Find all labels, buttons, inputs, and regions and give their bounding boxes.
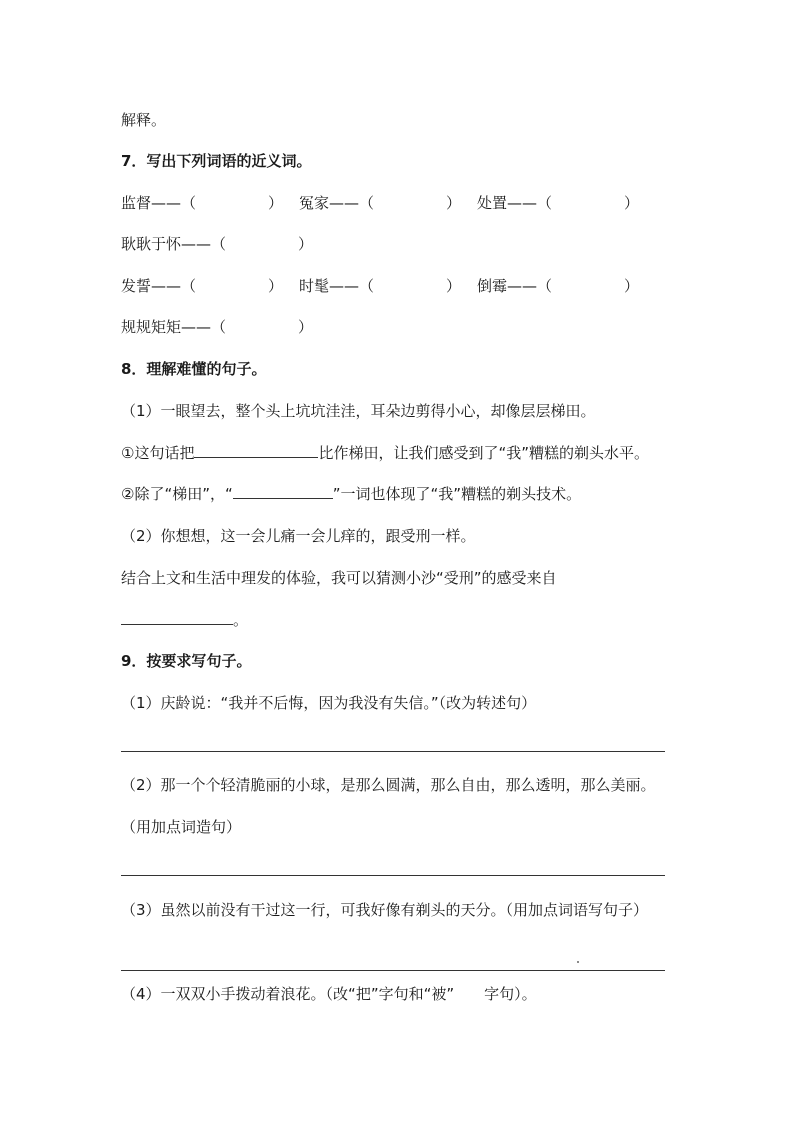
q8-sentence-1: （1）一眼望去，整个头上坑坑洼洼，耳朵边剪得小心，却像层层梯田。 [121,402,596,420]
q7-word: 倒霉 [477,277,508,295]
q8-text: ①这句话把 [121,444,195,462]
q7-close-paren: ） [268,194,284,212]
q7-item [121,193,283,213]
q7-open-paren: （ [359,277,375,295]
q7-close-paren: ） [298,235,314,253]
q7-close-paren: ） [268,277,284,295]
q7-title: 7．写出下列词语的近义词。 [121,152,312,170]
q7-word: 发誓 [121,277,152,295]
q7-open-paren: （ [537,194,553,212]
q7-close-paren: ） [446,194,462,212]
q8-text: ②除了“梯田”，“ [121,485,233,503]
q8-sentence-2: （2）你想想，这一会儿痛一会儿痒的，跟受刑一样。 [121,527,476,545]
q7-close-paren: ） [298,318,314,336]
q7-open-paren: （ [537,277,553,295]
q9-text: （4）一双双小手拨动着浪花。（改“把”字句和“被” [121,985,455,1003]
q7-word: 耿耿于怀 [121,235,182,253]
q7-close-paren: ） [624,194,640,212]
q7-item [121,276,283,296]
q9-item-2-note: （用加点词造句） [121,818,242,836]
q9-answer-line[interactable] [121,970,665,971]
q7-word: 时髦 [299,277,330,295]
q8-fill-blank[interactable] [233,484,333,499]
q7-item [477,276,639,296]
q8-text: 比作梯田，让我们感受到了“我”糟糕的剃头水平。 [318,444,649,462]
q7-open-paren: （ [181,277,197,295]
q8-title: 8．理解难懂的句子。 [121,360,267,378]
stray-dot [577,961,579,963]
fragment-text: 解释。 [121,111,167,129]
q7-dash: —— [329,277,360,295]
q8-sub-question-1 [121,443,649,463]
q7-word: 处置 [477,194,508,212]
q7-dash: —— [329,194,360,212]
q8-text: ”一词也体现了“我”糟糕的剃头技术。 [332,485,582,503]
q7-item [299,193,461,213]
q7-word: 监督 [121,194,152,212]
q7-dash: —— [151,277,182,295]
q8-text: 。 [233,611,249,629]
q8-answer-line [121,610,248,630]
q7-word: 规规矩矩 [121,318,182,336]
q7-item [477,193,639,213]
q7-item [121,317,313,337]
q7-item [299,276,461,296]
q7-word: 冤家 [299,194,330,212]
q7-open-paren: （ [211,318,227,336]
q9-item-4 [121,984,537,1004]
q8-fill-blank[interactable] [121,610,233,625]
q7-open-paren: （ [211,235,227,253]
q7-dash: —— [507,277,538,295]
q7-dash: —— [181,318,212,336]
q9-text: 字句）。 [484,985,537,1003]
q8-sub-question-3: 结合上文和生活中理发的体验，我可以猜测小沙“受刑”的感受来自 [121,569,557,587]
q7-dash: —— [507,194,538,212]
q9-answer-line[interactable] [121,875,665,876]
q8-fill-blank[interactable] [194,443,318,458]
q8-sub-question-2 [121,484,581,504]
q9-answer-line[interactable] [121,751,665,752]
q9-title: 9．按要求写句子。 [121,652,252,670]
q9-item-3: （3）虽然以前没有干过这一行，可我好像有剃头的天分。（用加点词语写句子） [121,901,649,919]
q9-item-2: （2）那一个个轻清脆丽的小球，是那么圆满，那么自由，那么透明，那么美丽。 [121,776,656,794]
q7-close-paren: ） [446,277,462,295]
q7-dash: —— [151,194,182,212]
q7-close-paren: ） [624,277,640,295]
q9-item-1: （1）庆龄说：“我并不后悔，因为我没有失信。”（改为转述句） [121,694,537,712]
q7-open-paren: （ [359,194,375,212]
q7-item [121,234,313,254]
q7-open-paren: （ [181,194,197,212]
q7-dash: —— [181,235,212,253]
